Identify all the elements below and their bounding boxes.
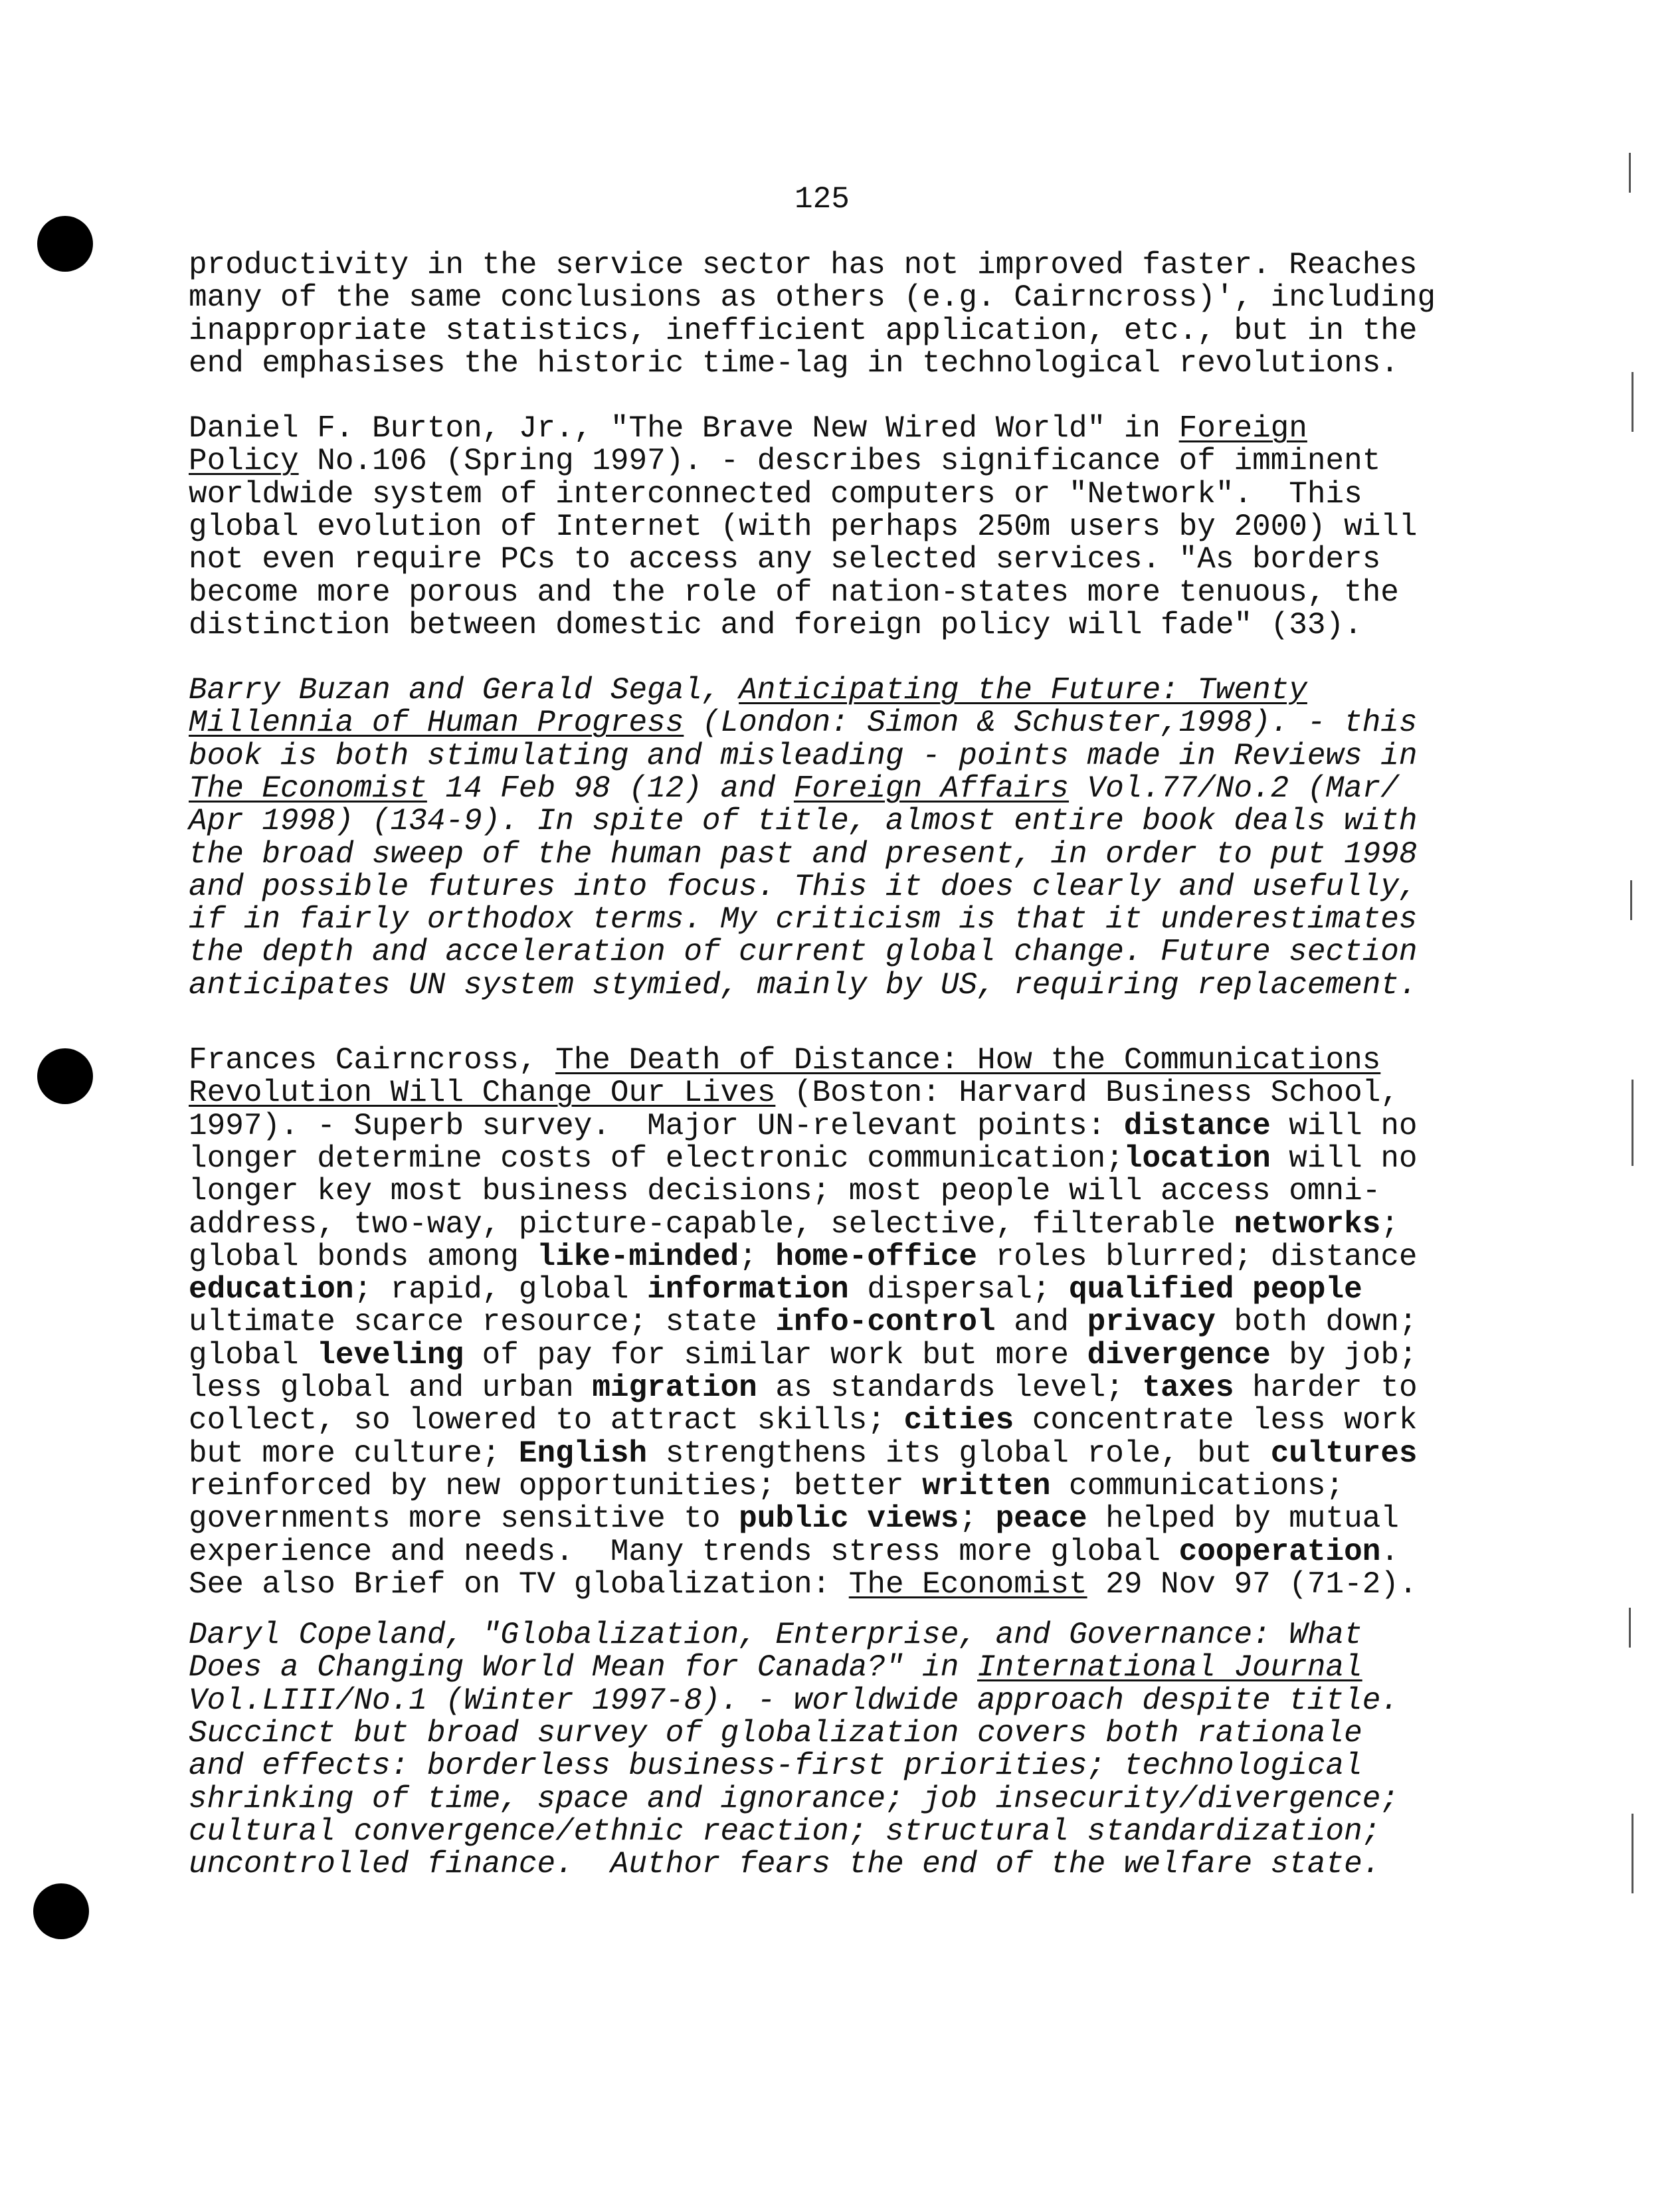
- bold-keyword: cities: [903, 1403, 1014, 1438]
- text-line: [189, 1141, 1418, 1176]
- text-line: [189, 1207, 1399, 1242]
- text-run: if in fairly orthodox terms. My criticism is that it underestimates: [189, 902, 1418, 937]
- bold-keyword: qualified people: [1069, 1272, 1362, 1307]
- text-line: [189, 804, 1418, 838]
- text-run: strengthens its global role, but: [647, 1436, 1271, 1471]
- text-run: ;: [739, 1239, 776, 1274]
- text-run: and possible futures into focus. This it does clearly and usefully,: [189, 869, 1418, 904]
- bold-keyword: like-minded: [537, 1239, 739, 1274]
- text-run: uncontrolled finance. Author fears the end of the welfare state.: [189, 1847, 1381, 1882]
- underlined-title: Foreign: [1178, 411, 1307, 446]
- text-line: [189, 1782, 1399, 1816]
- text-run: many of the same conclusions as others (e.g. Cairncross)', including: [189, 280, 1436, 316]
- bold-keyword: privacy: [1087, 1305, 1216, 1340]
- text-run: the depth and acceleration of current global change. Future section: [189, 935, 1418, 970]
- text-run: longer determine costs of electronic communication;: [189, 1141, 1124, 1176]
- scan-artifact-mark: [1630, 880, 1632, 920]
- text-run: not even require PCs to access any selected services. "As borders: [189, 542, 1381, 577]
- text-run: reinforced by new opportunities; better: [189, 1468, 923, 1503]
- text-run: See also Brief on TV globalization:: [189, 1567, 849, 1602]
- text-run: (London: Simon & Schuster,1998). - this: [684, 706, 1418, 741]
- bold-keyword: migration: [592, 1371, 757, 1405]
- text-line: [189, 1305, 1418, 1339]
- text-run: and: [995, 1305, 1087, 1340]
- text-run: both down;: [1215, 1305, 1418, 1340]
- underlined-title: Policy: [189, 444, 299, 479]
- text-run: global: [189, 1337, 318, 1373]
- text-run: Vol.77/No.2 (Mar/: [1069, 771, 1399, 806]
- text-line: [189, 968, 1418, 1002]
- text-line: [189, 608, 1362, 642]
- bold-keyword: info-control: [775, 1305, 996, 1340]
- text-run: experience and needs. Many trends stress more global: [189, 1534, 1179, 1569]
- bold-keyword: peace: [995, 1501, 1087, 1537]
- bold-keyword: information: [647, 1272, 849, 1307]
- text-run: of pay for similar work but more: [464, 1337, 1087, 1373]
- text-run: 29 Nov 97 (71-2).: [1087, 1567, 1418, 1602]
- text-line: [189, 542, 1380, 577]
- underlined-title: Anticipating the Future: Twenty: [739, 673, 1307, 708]
- text-line: [189, 1109, 1418, 1143]
- text-line: [189, 706, 1418, 740]
- text-run: Daryl Copeland, "Globalization, Enterprise, and Governance: What: [189, 1618, 1362, 1652]
- text-run: global bonds among: [189, 1239, 537, 1274]
- text-line: [189, 444, 1380, 478]
- bold-keyword: distance: [1123, 1108, 1271, 1143]
- text-run: harder to: [1234, 1371, 1418, 1405]
- bold-keyword: taxes: [1142, 1371, 1234, 1405]
- punch-hole-bottom: [33, 1883, 89, 1939]
- text-line: [189, 1847, 1380, 1881]
- text-run: cultural convergence/ethnic reaction; structural standardization;: [189, 1814, 1381, 1849]
- text-line: [189, 902, 1418, 937]
- text-run: longer key most business decisions; most people will access omni-: [189, 1174, 1381, 1209]
- text-line: [189, 1240, 1418, 1274]
- bold-keyword: divergence: [1087, 1337, 1271, 1373]
- text-line: [189, 673, 1307, 708]
- text-run: ;: [1380, 1206, 1399, 1242]
- text-run: end emphasises the historic time-lag in technological revolutions.: [189, 345, 1399, 381]
- text-line: [189, 1501, 1399, 1536]
- text-line: [189, 837, 1418, 872]
- text-run: distinction between domestic and foreign policy will fade" (33).: [189, 607, 1362, 642]
- underlined-title: The Economist: [189, 771, 427, 806]
- text-run: as standards level;: [757, 1371, 1143, 1405]
- text-line: [189, 477, 1362, 512]
- text-line: [189, 1535, 1399, 1569]
- text-run: .: [1380, 1534, 1399, 1569]
- text-run: address, two-way, picture-capable, selective, filterable: [189, 1206, 1234, 1242]
- scan-artifact-mark: [1632, 372, 1633, 432]
- text-line: [189, 575, 1399, 610]
- text-run: book is both stimulating and misleading - points made in Reviews in: [189, 738, 1418, 773]
- text-run: communications;: [1050, 1468, 1345, 1503]
- text-run: (Boston: Harvard Business School,: [775, 1076, 1399, 1111]
- text-run: productivity in the service sector has not improved faster. Reaches: [189, 248, 1418, 282]
- scan-artifact-mark: [1632, 1080, 1633, 1166]
- text-line: [189, 1272, 1362, 1307]
- bold-keyword: cultures: [1270, 1436, 1418, 1471]
- page-number: 125: [794, 182, 850, 217]
- text-line: [189, 1683, 1399, 1718]
- text-run: Frances Cairncross,: [189, 1043, 556, 1078]
- text-run: and effects: borderless business-first priorities; technological: [189, 1749, 1362, 1784]
- text-run: global evolution of Internet (with perhaps 250m users by 2000) will: [189, 509, 1418, 544]
- text-run: the broad sweep of the human past and present, in order to put 1998: [189, 836, 1418, 872]
- text-line: [189, 248, 1418, 282]
- text-line: [189, 280, 1436, 315]
- text-run: roles blurred; distance: [977, 1239, 1418, 1274]
- bold-keyword: education: [189, 1272, 354, 1307]
- text-run: will no: [1270, 1141, 1418, 1176]
- text-run: 14 Feb 98 (12) and: [426, 771, 794, 806]
- text-run: 1997). - Superb survey. Major UN-relevant points:: [189, 1108, 1124, 1143]
- text-run: collect, so lowered to attract skills;: [189, 1403, 904, 1438]
- text-run: Apr 1998) (134-9). In spite of title, almost entire book deals with: [189, 804, 1418, 839]
- underlined-title: International Journal: [977, 1650, 1362, 1685]
- text-run: less global and urban: [189, 1371, 593, 1405]
- bold-keyword: public views: [739, 1501, 959, 1537]
- underlined-title: Millennia of Human Progress: [189, 706, 684, 741]
- text-line: [189, 1338, 1418, 1373]
- text-run: No.106 (Spring 1997). - describes significance of imminent: [298, 444, 1381, 479]
- text-run: governments more sensitive to: [189, 1501, 739, 1537]
- bold-keyword: written: [922, 1468, 1051, 1503]
- text-run: Succinct but broad survey of globalization covers both rationale: [189, 1715, 1362, 1751]
- text-line: [189, 1650, 1362, 1685]
- text-line: [189, 1749, 1362, 1783]
- text-run: Does a Changing World Mean for Canada?" in: [189, 1650, 977, 1685]
- text-line: [189, 1043, 1380, 1078]
- text-run: concentrate less work: [1014, 1403, 1418, 1438]
- text-line: [189, 314, 1418, 348]
- text-run: ;: [959, 1501, 996, 1537]
- text-line: [189, 771, 1399, 806]
- text-run: ultimate scarce resource; state: [189, 1305, 776, 1340]
- text-run: Vol.LIII/No.1 (Winter 1997-8). - worldwide approach despite title.: [189, 1683, 1399, 1718]
- text-run: will no: [1270, 1108, 1418, 1143]
- text-line: [189, 935, 1418, 969]
- text-line: [189, 346, 1399, 381]
- text-run: Daniel F. Burton, Jr., "The Brave New Wired World" in: [189, 411, 1179, 446]
- underlined-title: The Economist: [848, 1567, 1087, 1602]
- text-run: helped by mutual: [1087, 1501, 1399, 1537]
- text-run: by job;: [1270, 1337, 1418, 1373]
- text-line: [189, 1403, 1418, 1438]
- text-line: [189, 1371, 1418, 1405]
- text-line: [189, 1469, 1344, 1503]
- bold-keyword: leveling: [317, 1337, 464, 1373]
- text-line: [189, 739, 1418, 773]
- text-run: ; rapid, global: [353, 1272, 648, 1307]
- text-run: worldwide system of interconnected computers or "Network". This: [189, 476, 1362, 512]
- text-run: but more culture;: [189, 1436, 519, 1471]
- text-line: [189, 411, 1307, 446]
- text-run: shrinking of time, space and ignorance; job insecurity/divergence;: [189, 1781, 1399, 1816]
- bold-keyword: home-office: [775, 1239, 978, 1274]
- text-line: [189, 870, 1418, 904]
- text-run: Barry Buzan and Gerald Segal,: [189, 673, 739, 708]
- text-run: become more porous and the role of nation-states more tenuous, the: [189, 575, 1399, 610]
- underlined-title: Revolution Will Change Our Lives: [189, 1076, 776, 1111]
- text-line: [189, 1618, 1362, 1652]
- punch-hole-top: [37, 216, 93, 272]
- underlined-title: The Death of Distance: How the Communications: [555, 1043, 1381, 1078]
- bold-keyword: location: [1123, 1141, 1271, 1176]
- text-line: [189, 510, 1418, 544]
- scan-artifact-mark: [1629, 153, 1631, 193]
- text-line: [189, 1716, 1362, 1751]
- text-run: dispersal;: [848, 1272, 1070, 1307]
- bold-keyword: English: [518, 1436, 648, 1471]
- bold-keyword: cooperation: [1178, 1534, 1381, 1569]
- text-line: [189, 1174, 1380, 1208]
- text-line: [189, 1436, 1418, 1471]
- scan-artifact-mark: [1629, 1608, 1631, 1648]
- punch-hole-middle: [37, 1048, 93, 1104]
- text-run: inappropriate statistics, inefficient application, etc., but in the: [189, 313, 1418, 348]
- text-run: anticipates UN system stymied, mainly by US, requiring replacement.: [189, 967, 1418, 1002]
- scan-artifact-mark: [1632, 1814, 1633, 1893]
- text-line: [189, 1814, 1380, 1849]
- text-line: [189, 1567, 1418, 1602]
- bold-keyword: networks: [1234, 1206, 1381, 1242]
- underlined-title: Foreign Affairs: [793, 771, 1070, 806]
- text-line: [189, 1076, 1399, 1110]
